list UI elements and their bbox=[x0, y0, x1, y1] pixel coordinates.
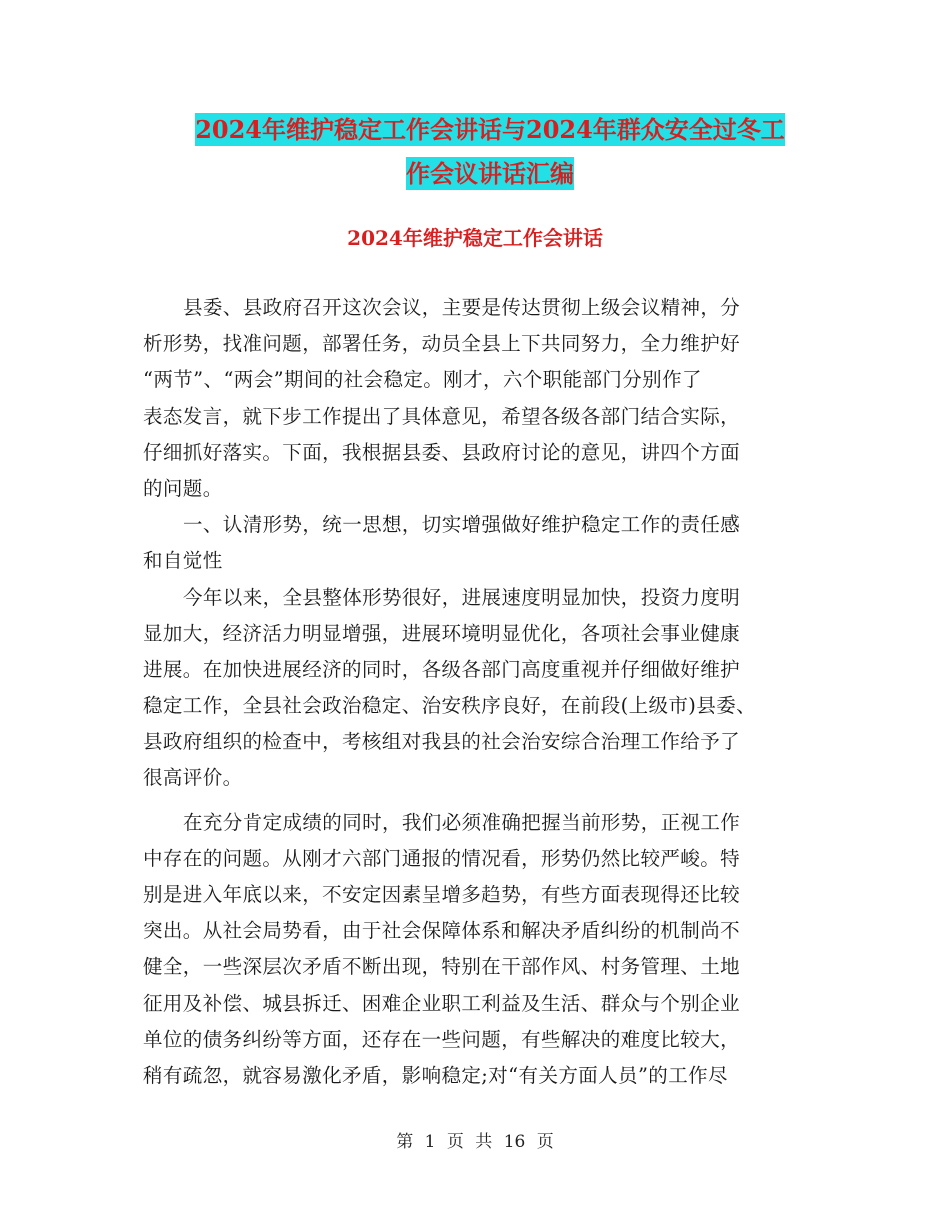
paragraph-line: 县委、县政府召开这次会议，主要是传达贯彻上级会议精神，分 bbox=[183, 296, 741, 319]
heading-line: 和自觉性 bbox=[143, 549, 223, 573]
paragraph-line: 稍有疏忽，就容易激化矛盾，影响稳定;对“有关方面人员”的工作尽 bbox=[143, 1063, 728, 1087]
title-highlight-1: 2024年维护稳定工作会讲话与2024年群众安全过冬工 bbox=[195, 115, 785, 144]
document-title-line-2 bbox=[140, 152, 840, 196]
paragraph-line: 别是进入年底以来，不安定因素呈增多趋势，有些方面表现得还比较 bbox=[143, 883, 741, 906]
title-highlight-2: 作会议讲话汇编 bbox=[406, 159, 574, 188]
document-body bbox=[143, 290, 813, 1094]
paragraph-line: 今年以来，全县整体形势很好，进展速度明显加快，投资力度明 bbox=[183, 585, 741, 609]
paragraph-line: 表态发言，就下步工作提出了具体意见，希望各级各部门结合实际， bbox=[143, 404, 741, 428]
section-title: 2024年维护稳定工作会讲话 bbox=[347, 226, 603, 250]
paragraph-line: 征用及补偿、城县拆迁、困难企业职工利益及生活、群众与个别企业 bbox=[143, 991, 741, 1015]
paragraph-line: 显加大，经济活力明显增强，进展环境明显优化，各项社会事业健康 bbox=[143, 621, 741, 645]
paragraph-line: 健全，一些深层次矛盾不断出现，特别在干部作风、村务管理、土地 bbox=[143, 955, 741, 979]
paragraph-line: 稳定工作，全县社会政治稳定、治安秩序良好，在前段(上级市)县委、 bbox=[143, 694, 757, 718]
paragraph-line: 中存在的问题。从刚才六部门通报的情况看，形势仍然比较严峻。特 bbox=[143, 846, 741, 870]
paragraph-line: 仔细抓好落实。下面，我根据县委、县政府讨论的意见，讲四个方面 bbox=[143, 440, 741, 464]
paragraph-line: 的问题。 bbox=[143, 476, 223, 500]
paragraph-line: 进展。在加快进展经济的同时，各级各部门高度重视并仔细做好维护 bbox=[143, 657, 741, 681]
heading-line: 一、认清形势，统一思想，切实增强做好维护稳定工作的责任感 bbox=[183, 513, 741, 537]
paragraph-line: 县政府组织的检查中，考核组对我县的社会治安综合治理工作给予了 bbox=[143, 730, 741, 754]
paragraph-line: “两节”、“两会”期间的社会稳定。刚才，六个职能部门分别作了 bbox=[143, 368, 702, 392]
paragraph-gap bbox=[143, 797, 813, 805]
paragraph-line: 突出。从社会局势看，由于社会保障体系和解决矛盾纠纷的机制尚不 bbox=[143, 919, 741, 943]
paragraph-line: 在充分肯定成绩的同时，我们必须准确把握当前形势，正视工作 bbox=[183, 810, 741, 834]
paragraph-line: 单位的债务纠纷等方面，还存在一些问题，有些解决的难度比较大， bbox=[143, 1027, 741, 1051]
document-title-line-1 bbox=[140, 108, 840, 152]
paragraph-line: 很高评价。 bbox=[143, 766, 243, 790]
paragraph-line: 析形势，找准问题，部署任务，动员全县上下共同努力，全力维护好 bbox=[143, 332, 741, 356]
page-number-footer: 第 1 页 共 16 页 bbox=[396, 1132, 554, 1152]
